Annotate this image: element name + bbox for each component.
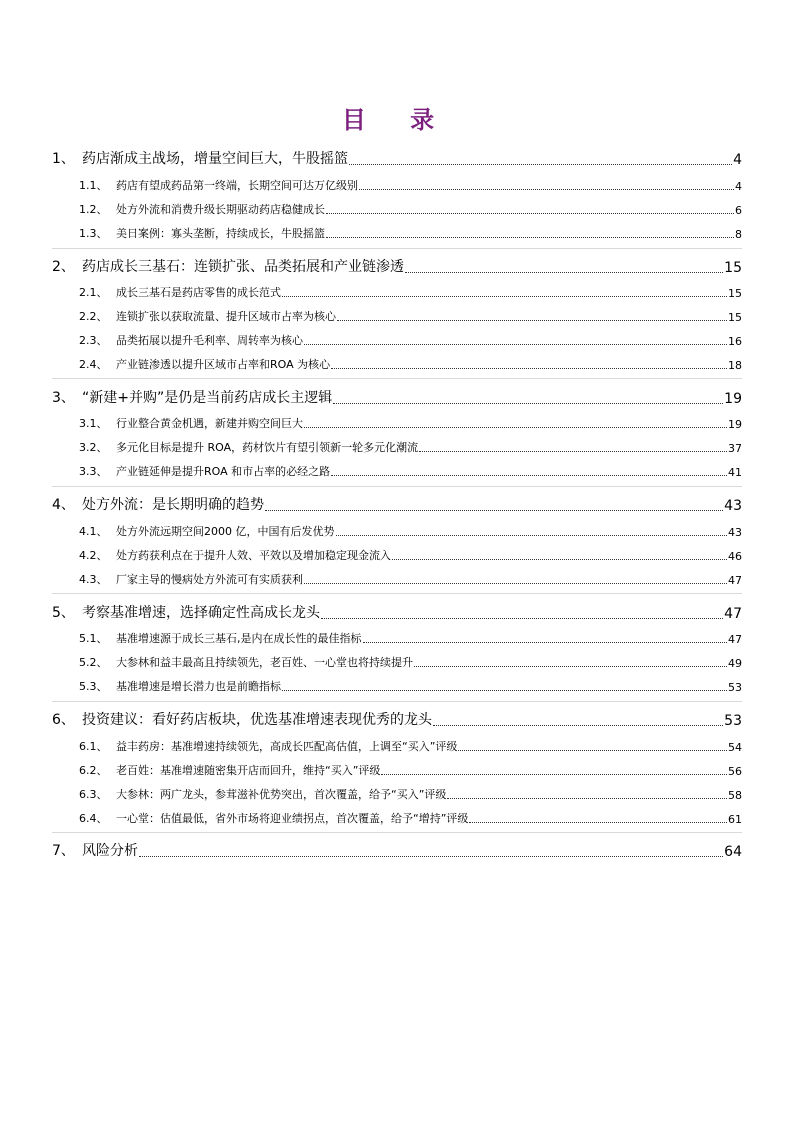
leader-dots	[139, 855, 723, 857]
toc-number: 5、	[52, 605, 75, 621]
toc-page: 64	[724, 844, 742, 860]
leader-dots	[333, 402, 723, 404]
leader-dots	[337, 319, 727, 321]
toc-page: 47	[728, 574, 742, 587]
toc-entry-2-1[interactable]	[79, 284, 742, 300]
toc-entry-2-4[interactable]	[79, 356, 742, 372]
toc-text: 美日案例：寡头垄断，持续成长，牛股摇篮	[116, 227, 325, 240]
toc-number: 2.3、	[79, 334, 108, 347]
toc-entry-4[interactable]	[52, 494, 742, 514]
leader-dots	[326, 212, 734, 214]
toc-entry-6-3[interactable]	[79, 786, 742, 802]
toc-text: 大参林和益丰最高且持续领先，老百姓、一心堂也将持续提升	[116, 656, 413, 669]
leader-dots	[405, 271, 723, 273]
toc-entry-4-3[interactable]	[79, 571, 742, 587]
toc-number: 3、	[52, 390, 75, 406]
toc-page: 53	[724, 713, 742, 729]
toc-text: 益丰药房：基准增速持续领先，高成长匹配高估值，上调至“买入”评级	[116, 740, 458, 753]
toc-number: 1、	[52, 151, 75, 167]
toc-text: 厂家主导的慢病处方外流可有实质获利	[116, 573, 303, 586]
toc-number: 4、	[52, 497, 75, 513]
toc-entry-1[interactable]	[52, 148, 742, 168]
toc-number: 4.1、	[79, 525, 108, 538]
toc-number: 6、	[52, 712, 75, 728]
leader-dots	[433, 724, 723, 726]
toc-text: “新建+并购”是仍是当前药店成长主逻辑	[82, 390, 333, 406]
leader-dots	[282, 295, 727, 297]
toc-page: 56	[728, 765, 742, 778]
toc-page: 41	[728, 466, 742, 479]
toc-text: 老百姓：基准增速随密集开店而回升，维持“买入”评级	[116, 764, 381, 777]
leader-dots	[458, 749, 727, 751]
toc-number: 6.1、	[79, 740, 108, 753]
toc-entry-6-1[interactable]	[79, 738, 742, 754]
toc-number: 5.2、	[79, 656, 108, 669]
toc-text: 考察基准增速，选择确定性高成长龙头	[82, 605, 320, 621]
leader-dots	[331, 367, 727, 369]
toc-entry-4-2[interactable]	[79, 547, 742, 563]
toc-page: 43	[728, 526, 742, 539]
toc-page: 15	[724, 260, 742, 276]
toc-text: 药店有望成药品第一终端，长期空间可达万亿级别	[116, 179, 358, 192]
toc-entry-3[interactable]	[52, 387, 742, 407]
toc-page: 19	[728, 418, 742, 431]
toc-number: 5.1、	[79, 632, 108, 645]
toc-text: 基准增速是增长潜力也是前瞻指标	[116, 680, 281, 693]
toc-number: 2.1、	[79, 286, 108, 299]
toc-number: 4.3、	[79, 573, 108, 586]
leader-dots	[363, 641, 728, 643]
toc-page: 43	[724, 498, 742, 514]
toc-entry-6[interactable]	[52, 709, 742, 729]
toc-number: 3.2、	[79, 441, 108, 454]
toc-page: 4	[733, 152, 742, 168]
toc-number: 1.1、	[79, 179, 108, 192]
divider	[52, 486, 742, 487]
divider	[52, 248, 742, 249]
toc-text: 处方外流和消费升级长期驱动药店稳健成长	[116, 203, 325, 216]
toc-page: 61	[728, 813, 742, 826]
toc-text: 药店渐成主战场，增量空间巨大，牛股摇篮	[82, 151, 348, 167]
toc-page: 47	[728, 633, 742, 646]
toc-entry-5-1[interactable]	[79, 630, 742, 646]
toc-entry-2-3[interactable]	[79, 332, 742, 348]
leader-dots	[282, 689, 727, 691]
toc-entry-2-2[interactable]	[79, 308, 742, 324]
leader-dots	[359, 188, 734, 190]
toc-page: 58	[728, 789, 742, 802]
toc-number: 5.3、	[79, 680, 108, 693]
leader-dots	[414, 665, 727, 667]
toc-title: 目 录	[341, 106, 453, 134]
toc-entry-3-2[interactable]	[79, 439, 742, 455]
toc-page: 54	[728, 741, 742, 754]
toc-page: 8	[735, 228, 742, 241]
leader-dots	[321, 617, 723, 619]
toc-entry-1-1[interactable]	[79, 177, 742, 193]
leader-dots	[469, 821, 727, 823]
toc-text: 风险分析	[82, 843, 138, 859]
toc-text: 成长三基石是药店零售的成长范式	[116, 286, 281, 299]
toc-number: 4.2、	[79, 549, 108, 562]
leader-dots	[331, 474, 727, 476]
toc-text: 处方外流：是长期明确的趋势	[82, 497, 264, 513]
toc-page: 18	[728, 359, 742, 372]
toc-entry-2[interactable]	[52, 256, 742, 276]
toc-page: 53	[728, 681, 742, 694]
divider	[52, 701, 742, 702]
toc-page: 15	[728, 287, 742, 300]
toc-text: 投资建议：看好药店板块，优选基准增速表现优秀的龙头	[82, 712, 432, 728]
leader-dots	[336, 534, 728, 536]
toc-number: 6.4、	[79, 812, 108, 825]
toc-page: 19	[724, 391, 742, 407]
toc-number: 2、	[52, 259, 75, 275]
toc-page: 47	[724, 606, 742, 622]
toc-number: 6.3、	[79, 788, 108, 801]
leader-dots	[349, 163, 732, 165]
toc-text: 产业链渗透以提升区域市占率和ROA 为核心	[116, 358, 331, 371]
leader-dots	[447, 797, 727, 799]
leader-dots	[304, 582, 727, 584]
toc-number: 2.4、	[79, 358, 108, 371]
toc-entry-5-3[interactable]	[79, 678, 742, 694]
toc-text: 连锁扩张以获取流量、提升区域市占率为核心	[116, 310, 336, 323]
toc-entry-5[interactable]	[52, 602, 742, 622]
toc-number: 3.3、	[79, 465, 108, 478]
leader-dots	[392, 558, 727, 560]
toc-text: 行业整合黄金机遇，新建并购空间巨大	[116, 417, 303, 430]
toc-text: 多元化目标是提升 ROA，药材饮片有望引领新一轮多元化潮流	[116, 441, 419, 454]
toc-page: 6	[735, 204, 742, 217]
toc-entry-1-2[interactable]	[79, 201, 742, 217]
toc-text: 产业链延伸是提升ROA 和市占率的必经之路	[116, 465, 331, 478]
toc-number: 2.2、	[79, 310, 108, 323]
toc-entry-6-2[interactable]	[79, 762, 742, 778]
toc-text: 药店成长三基石：连锁扩张、品类拓展和产业链渗透	[82, 259, 404, 275]
leader-dots	[326, 236, 734, 238]
toc-entry-4-1[interactable]	[79, 523, 742, 539]
toc-number: 6.2、	[79, 764, 108, 777]
toc-text: 大参林：两广龙头，参茸滋补优势突出，首次覆盖，给予“买入”评级	[116, 788, 447, 801]
toc-entry-1-3[interactable]	[79, 225, 742, 241]
divider	[52, 378, 742, 379]
toc-page: 16	[728, 335, 742, 348]
leader-dots	[304, 426, 727, 428]
divider	[52, 832, 742, 833]
toc-text: 处方外流远期空间2000 亿，中国有后发优势	[116, 525, 335, 538]
toc-entry-7[interactable]	[52, 840, 742, 860]
toc-entry-3-1[interactable]	[79, 415, 742, 431]
leader-dots	[381, 773, 727, 775]
toc-entry-6-4[interactable]	[79, 810, 742, 826]
toc-text: 一心堂：估值最低，省外市场将迎业绩拐点，首次覆盖，给予“增持”评级	[116, 812, 469, 825]
toc-text: 处方药获利点在于提升人效、平效以及增加稳定现金流入	[116, 549, 391, 562]
leader-dots	[419, 450, 727, 452]
toc-page: 37	[728, 442, 742, 455]
toc-page: 15	[728, 311, 742, 324]
toc-number: 1.2、	[79, 203, 108, 216]
toc-text: 品类拓展以提升毛利率、周转率为核心	[116, 334, 303, 347]
toc-text: 基准增速源于成长三基石,是内在成长性的最佳指标	[116, 632, 362, 645]
toc-page: 46	[728, 550, 742, 563]
toc-page: 49	[728, 657, 742, 670]
leader-dots	[304, 343, 727, 345]
toc-number: 1.3、	[79, 227, 108, 240]
toc-page: 4	[735, 180, 742, 193]
toc-entry-3-3[interactable]	[79, 463, 742, 479]
toc-entry-5-2[interactable]	[79, 654, 742, 670]
divider	[52, 593, 742, 594]
toc-number: 3.1、	[79, 417, 108, 430]
leader-dots	[265, 509, 723, 511]
toc-number: 7、	[52, 843, 75, 859]
